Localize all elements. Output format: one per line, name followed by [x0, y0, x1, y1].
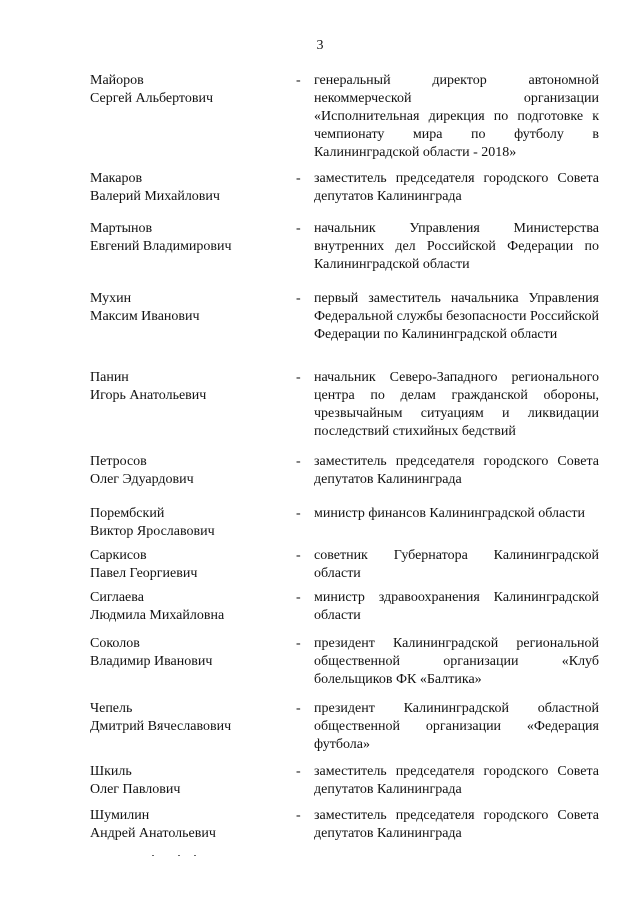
- list-item: [0, 369, 640, 453]
- member-surname: Саркисов: [90, 548, 147, 563]
- member-given-names: Павел Георгиевич: [90, 566, 198, 581]
- separator-dash: -: [296, 454, 301, 469]
- member-given-names: Максим Иванович: [90, 309, 200, 324]
- member-surname: Сиглаева: [90, 590, 144, 605]
- separator-dash: -: [296, 291, 301, 306]
- member-surname: Макаров: [90, 171, 143, 186]
- member-name: [90, 290, 290, 326]
- list-item: [0, 763, 640, 807]
- member-surname: Соколов: [90, 636, 140, 651]
- member-given-names: Владимир Иванович: [90, 654, 213, 669]
- member-surname: Шумилин: [90, 808, 150, 823]
- member-role: министр финансов Калининградской области: [314, 506, 586, 521]
- member-surname: Порембский: [90, 506, 165, 521]
- member-given-names: Виктор Ярославович: [90, 524, 215, 539]
- member-name: [90, 505, 290, 541]
- list-item: [0, 505, 640, 547]
- separator-dash: -: [296, 548, 301, 563]
- member-given-names: Игорь Анатольевич: [90, 388, 207, 403]
- member-given-names: Евгений Владимирович: [90, 239, 232, 254]
- member-name: [90, 807, 290, 843]
- member-surname: Майоров: [90, 73, 144, 88]
- list-item: [0, 72, 640, 170]
- member-name: [90, 220, 290, 256]
- member-name: [90, 547, 290, 583]
- separator-dash: -: [296, 808, 301, 823]
- member-surname: Мухин: [90, 291, 132, 306]
- list-item: [0, 547, 640, 589]
- member-name: [90, 170, 290, 206]
- member-role: президент Калининградской региональной общественной организации «Клуб болельщиков ФК «Балтика»: [314, 636, 599, 687]
- member-role: заместитель председателя городского Совета депутатов Калининграда: [314, 808, 599, 841]
- member-given-names: Людмила Михайловна: [90, 608, 225, 623]
- member-name: [90, 453, 290, 489]
- member-surname: Петросов: [90, 454, 147, 469]
- member-given-names: Андрей Анатольевич: [90, 826, 216, 841]
- member-name: [90, 369, 290, 405]
- list-item: [0, 700, 640, 763]
- list-item: [0, 290, 640, 369]
- member-name: [90, 72, 290, 108]
- member-role: генеральный директор автономной некоммерческой организации «Исполнительная дирекция по подготовке к чемпионату мира по футболу в Калининградской области - 2018»: [314, 73, 599, 160]
- member-role: первый заместитель начальника Управления Федеральной службы безопасности Российской Федерации по Калининградской области: [314, 291, 600, 342]
- member-list: [0, 72, 640, 847]
- member-role: заместитель председателя городского Совета депутатов Калининграда: [314, 171, 599, 204]
- member-given-names: Валерий Михайлович: [90, 189, 220, 204]
- member-given-names: Олег Эдуардович: [90, 472, 194, 487]
- separator-dash: -: [296, 636, 301, 651]
- member-name: [90, 700, 290, 736]
- page-number: 3: [316, 38, 324, 53]
- list-item: [0, 453, 640, 505]
- scan-artifact: [150, 854, 210, 858]
- separator-dash: -: [296, 764, 301, 779]
- member-surname: Панин: [90, 370, 129, 385]
- separator-dash: -: [296, 73, 301, 88]
- member-role: начальник Северо-Западного регионального центра по делам гражданской обороны, чрезвычайным ситуациям и ликвидации последствий стихийных бедствий: [314, 370, 599, 439]
- member-role: начальник Управления Министерства внутренних дел Российской Федерации по Калининградской области: [314, 221, 599, 272]
- member-given-names: Олег Павлович: [90, 782, 181, 797]
- member-role: советник Губернатора Калининградской области: [314, 548, 599, 581]
- list-item: [0, 635, 640, 700]
- member-surname: Чепель: [90, 701, 133, 716]
- member-role: заместитель председателя городского Совета депутатов Калининграда: [314, 454, 599, 487]
- member-name: [90, 589, 290, 625]
- member-surname: Мартынов: [90, 221, 153, 236]
- separator-dash: -: [296, 370, 301, 385]
- member-given-names: Сергей Альбертович: [90, 91, 214, 106]
- list-item: [0, 807, 640, 847]
- separator-dash: -: [296, 221, 301, 236]
- member-role: президент Калининградской областной общественной организации «Федерация футбола»: [314, 701, 599, 752]
- separator-dash: -: [296, 171, 301, 186]
- separator-dash: -: [296, 506, 301, 521]
- member-role: заместитель председателя городского Совета депутатов Калининграда: [314, 764, 599, 797]
- member-role: министр здравоохранения Калининградской области: [314, 590, 599, 623]
- list-item: [0, 220, 640, 290]
- member-name: [90, 763, 290, 799]
- member-given-names: Дмитрий Вячеславович: [90, 719, 232, 734]
- separator-dash: -: [296, 701, 301, 716]
- list-item: [0, 589, 640, 635]
- separator-dash: -: [296, 590, 301, 605]
- list-item: [0, 170, 640, 220]
- member-name: [90, 635, 290, 671]
- member-surname: Шкиль: [90, 764, 132, 779]
